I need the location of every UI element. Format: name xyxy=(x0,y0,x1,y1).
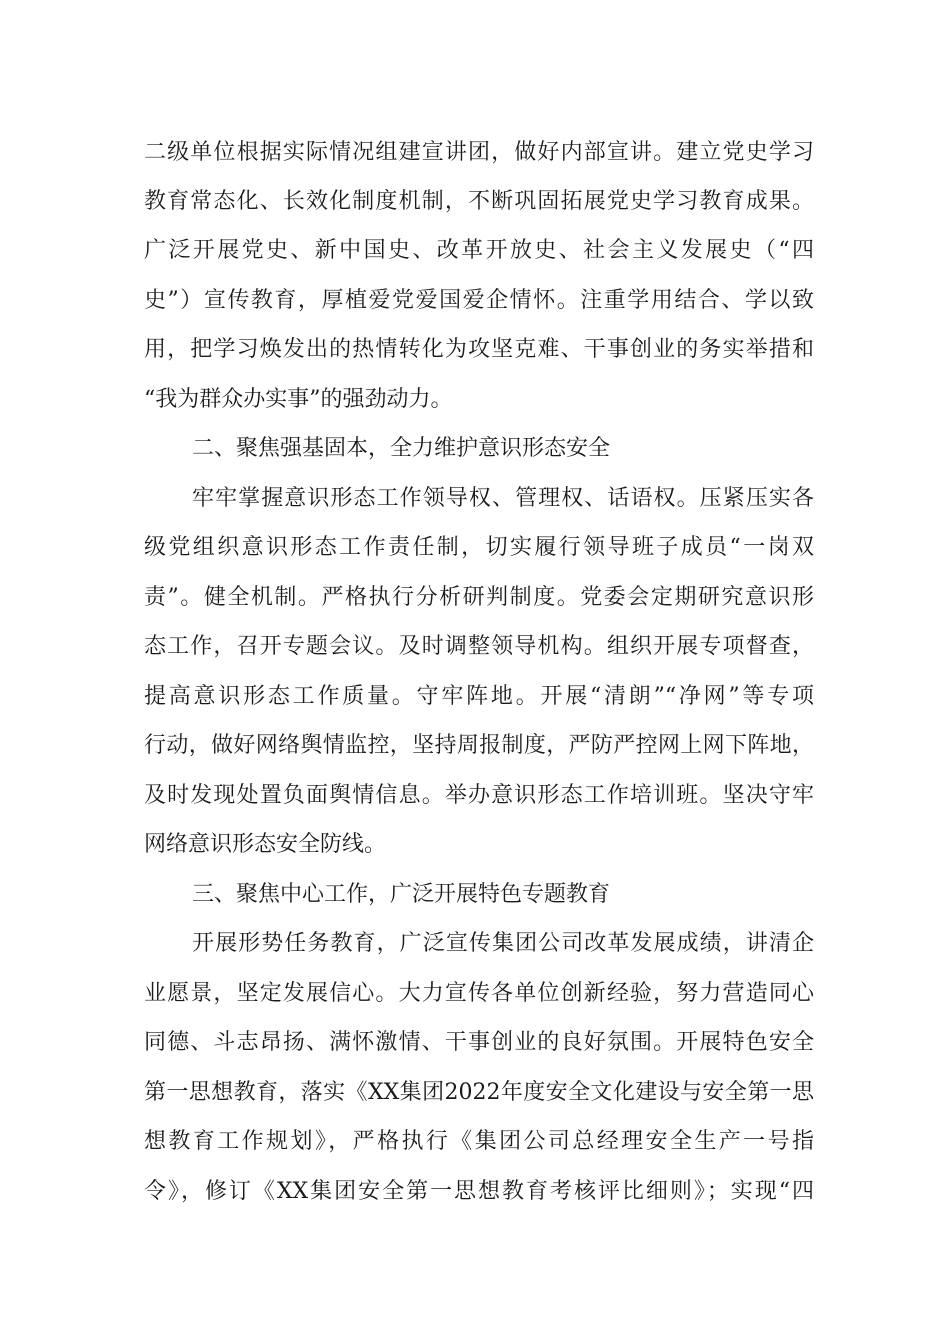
text-line-14: 及时发现处置负面舆情信息。举办意识形态工作培训班。坚决守牢 xyxy=(144,783,814,808)
text-line-5: 用，把学习焕发出的热情转化为攻坚克难、干事创业的务实举措和 xyxy=(144,337,814,362)
text-line-2: 教育常态化、长效化制度机制，不断巩固拓展党史学习教育成果。 xyxy=(144,189,814,214)
text-line-20: 第一思想教育，落实《XX集团2022年度安全文化建设与安全第一思 xyxy=(144,1080,814,1105)
text-line-13: 行动，做好网络舆情监控，坚持周报制度，严防严控网上网下阵地， xyxy=(144,733,814,758)
text-line-15: 网络意识形态安全防线。 xyxy=(144,832,387,857)
text-line-18: 业愿景，坚定发展信心。大力宣传各单位创新经验，努力营造同心 xyxy=(144,981,814,1006)
text-line-6: “我为群众办实事”的强劲动力。 xyxy=(144,387,453,412)
text-line-22: 令》，修订《XX集团安全第一思想教育考核评比细则》；实现“四 xyxy=(144,1179,814,1204)
text-line-8: 牢牢掌握意识形态工作领导权、管理权、话语权。压紧压实各 xyxy=(192,486,814,511)
text-line-10: 责”。健全机制。严格执行分析研判制度。党委会定期研究意识形 xyxy=(144,585,814,610)
text-line-3: 广泛开展党史、新中国史、改革开放史、社会主义发展史（“四 xyxy=(144,238,814,263)
text-line-4: 史”）宣传教育，厚植爱党爱国爱企情怀。注重学用结合、学以致 xyxy=(144,288,814,313)
text-line-17: 开展形势任务教育，广泛宣传集团公司改革发展成绩，讲清企 xyxy=(192,931,814,956)
text-line-21: 想教育工作规划》，严格执行《集团公司总经理安全生产一号指 xyxy=(144,1129,814,1154)
section-heading-3: 三、聚焦中心工作，广泛开展特色专题教育 xyxy=(192,882,611,907)
text-line-19: 同德、斗志昂扬、满怀激情、干事创业的良好氛围。开展特色安全 xyxy=(144,1030,814,1055)
text-line-11: 态工作，召开专题会议。及时调整领导机构。组织开展专项督查， xyxy=(144,634,814,659)
text-line-9: 级党组织意识形态工作责任制，切实履行领导班子成员“一岗双 xyxy=(144,535,814,560)
text-line-1: 二级单位根据实际情况组建宣讲团，做好内部宣讲。建立党史学习 xyxy=(144,140,814,165)
text-line-12: 提高意识形态工作质量。守牢阵地。开展“清朗”“净网”等专项 xyxy=(144,684,814,709)
section-heading-2: 二、聚焦强基固本，全力维护意识形态安全 xyxy=(192,436,611,461)
